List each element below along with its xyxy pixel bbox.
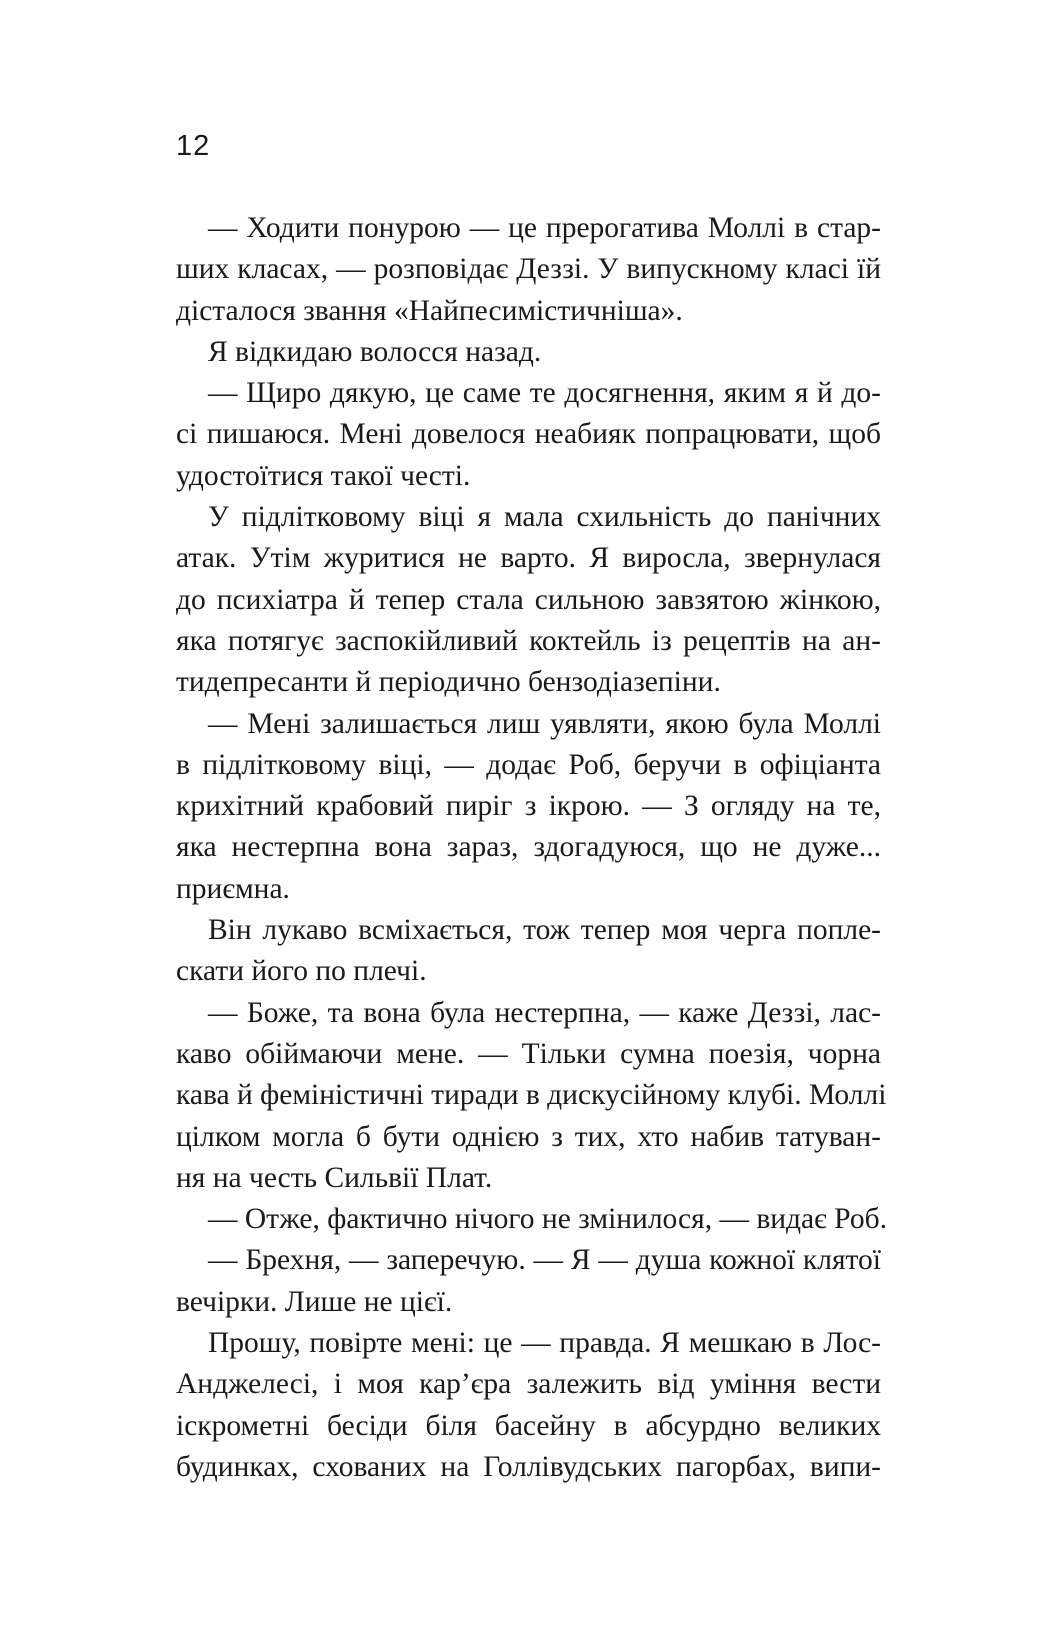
- text-line: вечірки. Лише не цієї.: [176, 1285, 453, 1318]
- text-line: атак. Утім журитися не варто. Я виросла, звернулася: [176, 542, 881, 575]
- text-line: — Щиро дякую, це саме те досягнення, яким я й до-: [208, 377, 881, 410]
- text-line: ня на честь Сильвії Плат.: [176, 1161, 493, 1194]
- text-line: Прошу, повірте мені: це — правда. Я мешкаю в Лос-: [208, 1327, 881, 1360]
- text-line: до психіатра й тепер стала сильною завзятою жінкою,: [176, 583, 881, 616]
- text-line: Він лукаво всміхається, тож тепер моя черга попле-: [208, 914, 881, 947]
- text-line: Анджелесі, і моя кар’єра залежить від уміння вести: [176, 1368, 881, 1401]
- text-line: крихітний крабовий пиріг з ікрою. — З огляду на те,: [176, 790, 881, 823]
- text-line: будинках, схованих на Голлівудських пагорбах, випи-: [176, 1450, 881, 1483]
- text-line: кава й феміністичні тиради в дискусійному клубі. Моллі: [176, 1079, 887, 1112]
- text-line: ших класах, — розповідає Деззі. У випускному класі їй: [176, 253, 881, 286]
- body-text: [176, 208, 887, 1488]
- text-line: дісталося звання «Найпесимістичніша».: [176, 294, 683, 327]
- text-line: — Боже, та вона була нестерпна, — каже Деззі, лас-: [208, 996, 881, 1029]
- text-line: Я відкидаю волосся назад.: [208, 335, 542, 368]
- text-line: — Отже, фактично нічого не змінилося, — видає Роб.: [208, 1203, 887, 1236]
- text-line: сі пишаюся. Мені довелося неабияк попрацювати, щоб: [176, 418, 881, 451]
- text-line: приємна.: [176, 872, 290, 905]
- text-line: — Ходити понурою — це прерогатива Моллі в стар-: [208, 212, 881, 244]
- text-line: У підлітковому віці я мала схильність до панічних: [208, 501, 881, 534]
- text-line: цілком могла б бути однією з тих, хто набив татуван-: [176, 1120, 881, 1153]
- text-line: яка потягує заспокійливий коктейль із рецептів на ан-: [176, 624, 881, 657]
- text-line: — Брехня, — заперечую. — Я — душа кожної клятої: [208, 1244, 881, 1277]
- text-line: в підлітковому віці, — додає Роб, беручи в офіціанта: [176, 748, 881, 781]
- text-line: іскрометні бесіди біля басейну в абсурдно великих: [176, 1409, 881, 1442]
- text-line: скати його по плечі.: [176, 955, 427, 988]
- page-number: 12: [176, 130, 211, 162]
- text-line: яка нестерпна вона зараз, здогадуюся, що не дуже...: [176, 831, 881, 864]
- text-line: удостоїтися такої честі.: [176, 459, 471, 492]
- text-line: каво обіймаючи мене. — Тільки сумна поезія, чорна: [176, 1037, 881, 1070]
- text-line: — Мені залишається лиш уявляти, якою була Моллі: [208, 707, 881, 740]
- text-line: тидепресанти й періодично бензодіазепіни.: [176, 666, 721, 699]
